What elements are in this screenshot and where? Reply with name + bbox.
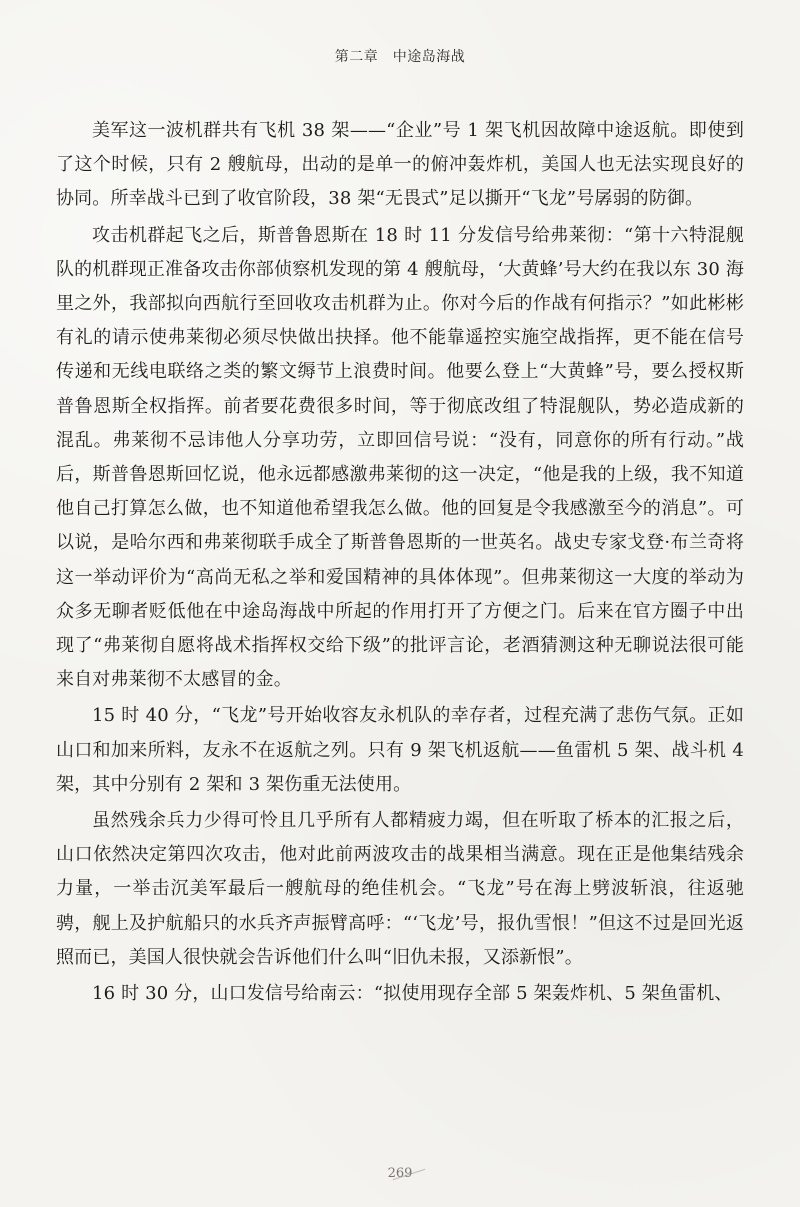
paragraph-5: 16 时 30 分，山口发信号给南云：“拟使用现存全部 5 架轰炸机、5 架鱼雷机、 (92, 983, 733, 1005)
paragraph-1: 美军这一波机群共有飞机 38 架——“企业”号 1 架飞机因故障中途返航。即使到了这个时候，只有 2 艘航母，出动的是单一的俯冲轰炸机，美国人也无法实现良好的协同。所幸战斗已到了收官阶段，38 架“无畏式”足以撕开“飞龙”号孱弱的防御。 (56, 120, 744, 210)
chapter-header: 第二章 中途岛海战 (334, 49, 466, 65)
page-body (56, 114, 744, 1013)
page-number: 269 (387, 1166, 413, 1181)
paragraph-3: 15 时 40 分，“飞龙”号开始收容友永机队的幸存者，过程充满了悲伤气氛。正如山口和加来所料，友永不在返航之列。只有 9 架飞机返航——鱼雷机 5 架、战斗机 4 架，其中分别有 2 架和 3 架伤重无法使用。 (56, 705, 744, 795)
paragraph-2: 攻击机群起飞之后，斯普鲁恩斯在 18 时 11 分发信号给弗莱彻：“第十六特混舰队的机群现正准备攻击你部侦察机发现的第 4 艘航母，‘大黄蜂’号大约在我以东 30 海里之外，我部拟向西航行至回收攻击机群为止。你对今后的作战有何指示？”如此彬彬有礼的请示使弗莱彻必须尽快做出抉择。他不能靠遥控实施空战指挥，更不能在信号传递和无线电联络之类的繁文缛节上浪费时间。他要么登上“大黄蜂”号，要么授权斯普鲁恩斯全权指挥。前者要花费很多时间，等于彻底改组了特混舰队，势必造成新的混乱。弗莱彻不忌讳他人分享功劳，立即回信号说：“没有，同意你的所有行动。”战后，斯普鲁恩斯回忆说，他永远都感激弗莱彻的这一决定，“他是我的上级，我不知道他自己打算怎么做，也不知道他希望我怎么做。他的回复是令我感激至今的消息”。可以说，是哈尔西和弗莱彻联手成全了斯普鲁恩斯的一世英名。战史专家戈登·布兰奇将这一举动评价为“高尚无私之举和爱国精神的具体体现”。但弗莱彻这一大度的举动为众多无聊者贬低他在中途岛海战中所起的作用打开了方便之门。后来在官方圈子中出现了“弗莱彻自愿将战术指挥权交给下级”的批评言论，老酒猜测这种无聊说法很可能来自对弗莱彻不太感冒的金。 (56, 224, 744, 691)
paragraph-4: 虽然残余兵力少得可怜且几乎所有人都精疲力竭，但在听取了桥本的汇报之后，山口依然决定第四次攻击，他对此前两波攻击的战果相当满意。现在正是他集结残余力量，一举击沉美军最后一艘航母的绝佳机会。“飞龙”号在海上劈波斩浪，往返驰骋，舰上及护航船只的水兵齐声振臂高呼：“‘飞龙’号，报仇雪恨！”但这不过是回光返照而已，美国人很快就会告诉他们什么叫“旧仇未报，又添新恨”。 (56, 810, 744, 968)
